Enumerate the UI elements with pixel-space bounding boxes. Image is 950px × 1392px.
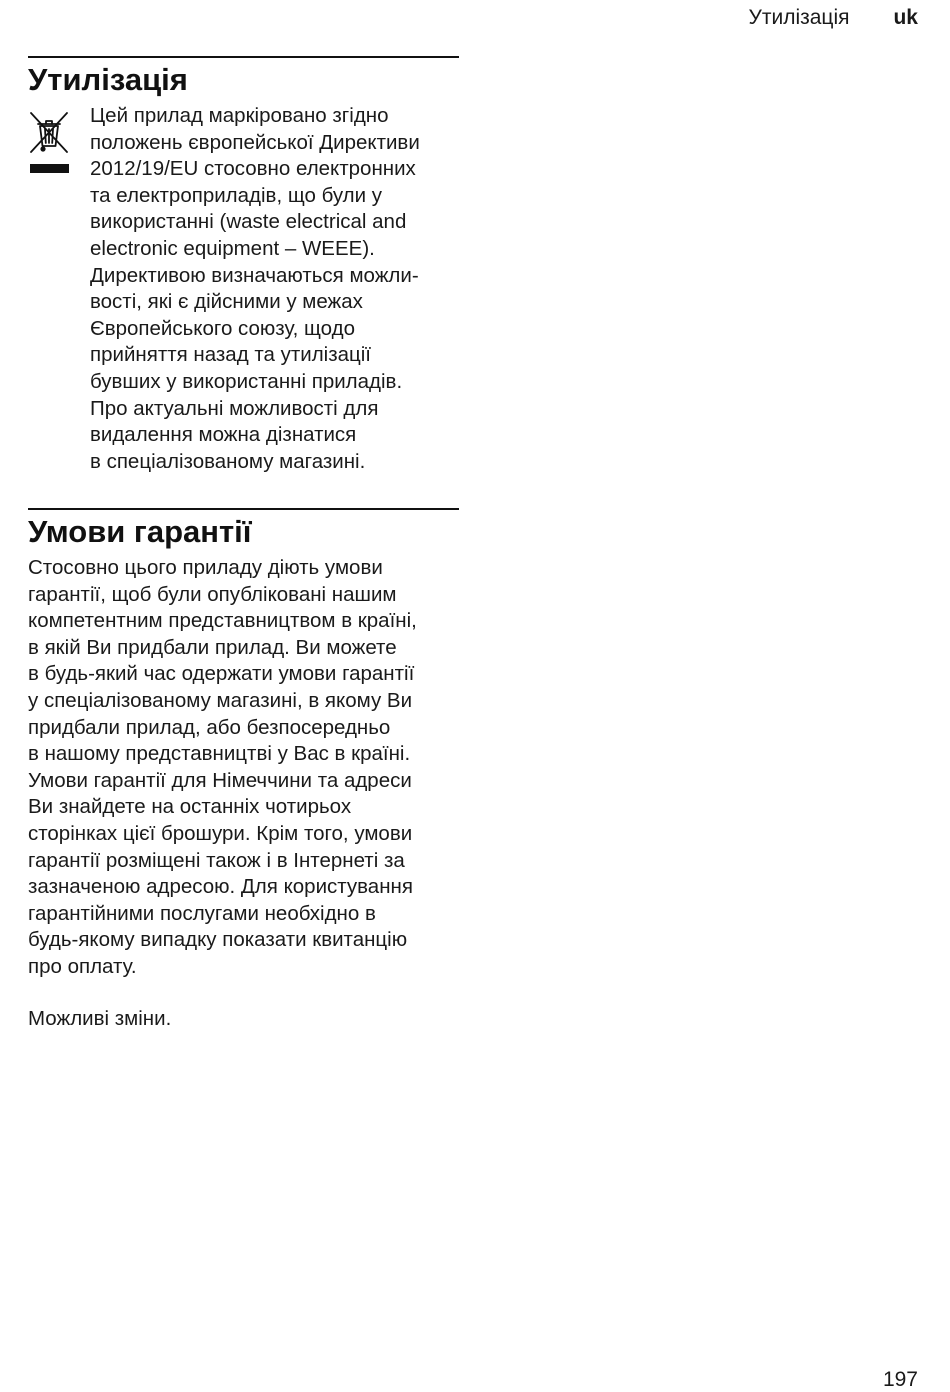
text-line: electronic equipment – WEEE). xyxy=(90,236,375,260)
text-line: та електроприладів, що були у xyxy=(90,183,383,207)
text-line: в якій Ви придбали прилад. Ви можете xyxy=(28,635,397,659)
warranty-body xyxy=(28,555,417,981)
text-line: в нашому представництві у Вас в країні. xyxy=(28,742,411,766)
text-line: про оплату. xyxy=(28,954,137,978)
text-line: 2012/19/EU стосовно електронних xyxy=(90,157,416,181)
text-line: Європейського союзу, щодо xyxy=(90,316,355,340)
text-line: Цей прилад маркіровано згідно xyxy=(90,104,389,127)
text-line: Про актуальні можливості для xyxy=(90,396,379,420)
page-number: 197 xyxy=(882,1368,918,1391)
text-line: Ви знайдете на останніх чотирьох xyxy=(28,795,352,819)
text-line: прийняття назад та утилізації xyxy=(90,343,372,367)
text-line: Стосовно цього приладу діють умови xyxy=(28,556,383,579)
text-line: придбали прилад, або безпосередньо xyxy=(28,715,391,739)
text-line: Директивою визначаються можли- xyxy=(90,263,419,287)
text-line: будь-якому випадку показати квитанцію xyxy=(28,928,408,952)
crossed-out-wheelie-bin-icon xyxy=(29,110,69,176)
text-line: гарантії розміщені також і в Інтернеті за xyxy=(28,848,405,872)
header-section-name: Утилізація xyxy=(748,6,850,29)
disposal-body xyxy=(90,103,420,475)
text-line: сторінках цієї брошури. Крім того, умови xyxy=(28,821,413,845)
text-line: положень європейської Директиви xyxy=(90,130,420,154)
text-line: гарантії, щоб були опубліковані нашим xyxy=(28,582,397,606)
text-line: у спеціалізованому магазині, в якому Ви xyxy=(28,688,413,712)
section-divider-warranty xyxy=(28,508,459,510)
section-divider-disposal xyxy=(28,56,459,58)
text-line: використанні (waste electrical and xyxy=(90,210,407,234)
warranty-heading: Умови гарантії xyxy=(28,514,252,549)
disposal-heading: Утилізація xyxy=(28,62,188,97)
text-line: бувших у використанні приладів. xyxy=(90,369,403,393)
text-line: в спеціалізованому магазині. xyxy=(90,449,366,473)
text-line: в будь-який час одержати умови гарантії xyxy=(28,662,415,686)
text-line: зазначеною адресою. Для користування xyxy=(28,875,413,899)
text-line: Умови гарантії для Німеччини та адреси xyxy=(28,768,412,792)
text-line: компетентним представництвом в країні, xyxy=(28,609,417,633)
text-line: видалення можна дізнатися xyxy=(90,423,357,447)
text-line: вості, які є дійсними у межах xyxy=(90,290,363,314)
changes-note: Можливі зміни. xyxy=(28,1007,172,1030)
running-header xyxy=(0,6,918,30)
header-language-code: uk xyxy=(893,6,918,29)
text-line: гарантійними послугами необхідно в xyxy=(28,901,376,925)
